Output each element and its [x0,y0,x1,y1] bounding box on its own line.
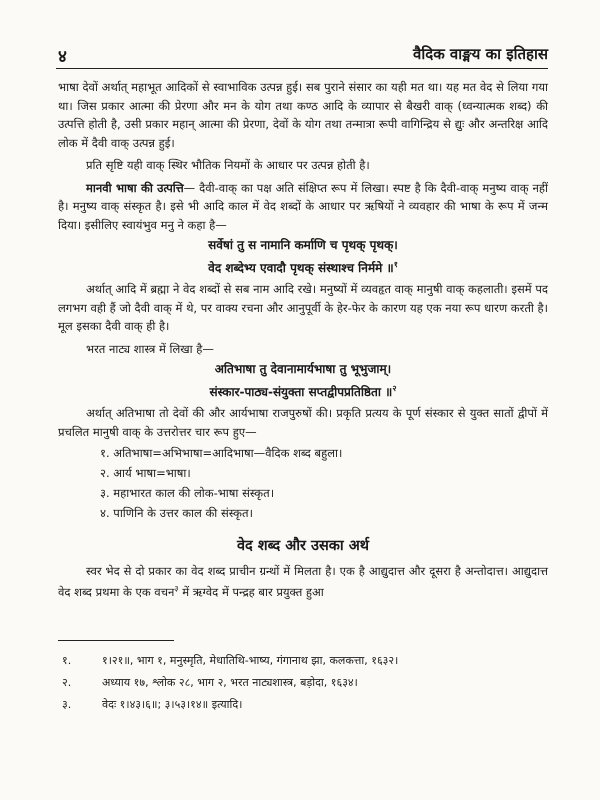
list-item: ४. पाणिनि के उत्तर काल की संस्कृत। [100,506,253,520]
verse-2 [58,360,548,402]
section-paragraph: स्वर भेद से दो प्रकार का वेद शब्द प्राचीन ग्रन्थों में मिलता है। एक है आद्युदात्त और दूसरा है अन्तोदात्त। आद्युदात्त वेद शब्द प्रथमा के एक वचन$^३$ में ऋग्वेद में पन्द्रह बार प्रयुक्त हुआ [58,563,548,599]
footnote: १. १।२१॥, भाग १, मनुस्मृति, मेधातिथि-भाष्य, गंगानाथ झा, कलकत्ता, १६३२। [62,654,399,667]
verse-1-line-2: वेद शब्देभ्य एवादौ पृथक् संस्थाश्च निर्ममे ॥$^१$ [208,260,398,275]
verse-1-line-1: सर्वेषां तु स नामानि कर्माणि च पृथक् पृथक्। [208,238,398,252]
language-forms-list [58,443,548,523]
paragraph-4: अर्थात् आदि में ब्रह्मा ने वेद शब्दों से सब नाम आदि रखे। मनुष्यों में व्यवहृत वाक् मानुषी वाक् कहलाती। इसमें पद लगभग वही हैं जो दैवी वाक् में थे, पर वाक्य रचना और आनुपूर्वी के हेर-फेर के कारण यह एक नया रूप धारण करती है। मूल इसका दैवी वाक् ही है। [58,282,548,333]
paragraph-3 [58,179,548,235]
page-body [58,78,548,601]
list-item: ३. महाभारत काल की लोक-भाषा संस्कृत। [100,486,275,500]
list-item: २. आर्य भाषा=भाषा। [100,466,191,480]
footnotes [62,650,542,716]
footnote: २. अध्याय १७, श्लोक २८, भाग २, भरत नाट्यशास्त्र, बड़ोदा, १६३४। [62,676,358,689]
footnote-divider [58,640,174,641]
paragraph-3-text: — दैवी-वाक् का पक्ष अति संक्षिप्त रूप में लिखा। स्पष्ट है कि दैवी-वाक् मनुष्य वाक् नहीं है। मनुष्य वाक् संस्कृत है। इसे भी आदि काल में वेद शब्दों के आधार पर ऋषियों ने व्यवहार की भाषा के रूप में जन्म दिया। इसीलिए स्वायंभुव मनु ने कहा है— [58,180,549,232]
section-heading: वेद शब्द और उसका अर्थ [236,538,370,554]
footnote: ३. वेदः १।४३।६॥; ३।५३।१४॥ इत्यादि। [62,698,243,711]
paragraph-6: अर्थात् अतिभाषा तो देवों की और आर्यभाषा राजपुरुषों की। प्रकृति प्रत्यय के पूर्ण संस्कार से युक्त सातों द्वीपों में प्रचलित मानुषी वाक् के उत्तरोत्तर चार रूप हुए— [58,406,548,439]
footnote-ref-2: २ [392,384,397,393]
verse-2-line-2: संस्कार-पाठ्य-संयुक्ता सप्तद्वीपप्रतिष्ठिता ॥$^२$ [209,384,397,399]
page-header [58,44,548,66]
footnote-ref-1: १ [393,260,398,269]
header-divider [56,68,548,69]
paragraph-2: प्रति सृष्टि यही वाक् स्थिर भौतिक नियमों के आधार पर उत्पन्न होती है। [86,158,370,172]
paragraph-1: भाषा देवों अर्थात् महाभूत आदिकों से स्वाभाविक उत्पन्न हुई। सब पुराने संसार का यही मत था। यह मत वेद से लिया गया था। जिस प्रकार आत्मा की प्रेरणा और मन के योग तथा कण्ठ आदि के व्यापार से बैखरी वाक् (ध्वन्यात्मक शब्द) की उत्पत्ति होती है, उसी प्रकार महान् आत्मा की प्रेरणा, देवों के योग तथा तन्मात्रा रूपी वागिन्द्रिय से द्युः और अन्तरिक्ष आदि लोक में दैवी वाक् उत्पन्न हुई। [58,80,548,150]
footnote-ref-3: ३ [174,584,179,593]
verse-1 [58,236,548,278]
page-number: ४ [58,47,67,67]
running-title: वैदिक वाङ्मय का इतिहास [413,45,548,63]
term-manavi-bhasha: मानवी भाषा की उत्पत्ति [86,180,184,195]
verse-2-line-1: अतिभाषा तु देवानामार्यभाषा तु भूभुजाम्। [214,362,392,376]
paragraph-5: भरत नाट्य शास्त्र में लिखा है— [86,341,214,356]
list-item: १. अतिभाषा=अभिभाषा=आदिभाषा—वैदिक शब्द बहुला। [100,446,343,460]
